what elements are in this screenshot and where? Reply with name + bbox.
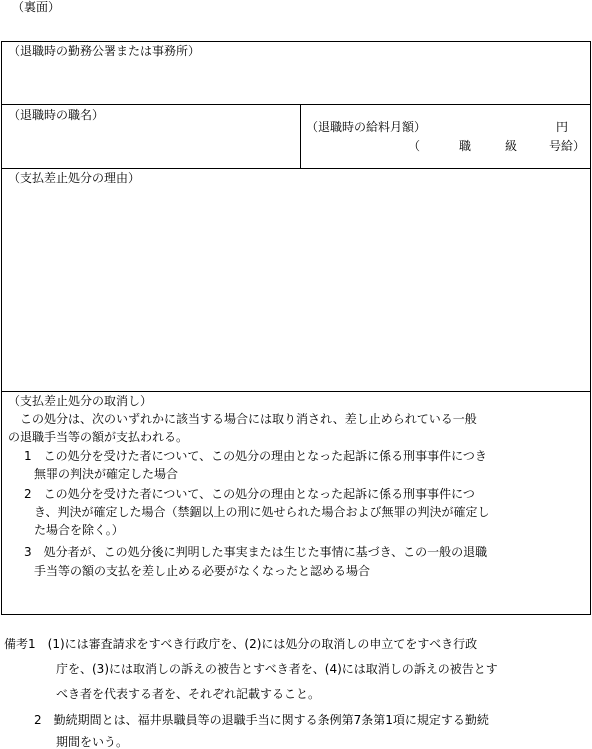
cancel-title: （支払差止処分の取消し） (8, 394, 153, 408)
yen-unit: 円 (556, 120, 569, 134)
cancel-intro-line1: この処分は、次のいずれかに該当する場合には取り消され、差し止められている一般 (20, 412, 477, 426)
cancel-item1-line1: 1 この処分を受けた者について、この処分の理由となった起訴に係る刑事事件につき (24, 449, 487, 463)
cancel-intro-line2: の退職手当等の額が支払われる。 (8, 430, 189, 444)
office-label: （退職時の勤務公署または事務所） (8, 44, 201, 58)
row-divider (1, 391, 591, 392)
reason-label: （支払差止処分の理由） (8, 171, 141, 185)
cancel-item2-line2: き、判決が確定した場合（禁錮以上の刑に処せられた場合および無罪の判決が確定し (34, 505, 490, 519)
cell-divider (300, 104, 301, 168)
position-label: （退職時の職名） (8, 108, 105, 122)
grade-kyu-unit: 級 (505, 139, 518, 153)
cancel-item2-line1: 2 この処分を受けた者について、この処分の理由となった起訴に係る刑事事件につ (24, 487, 475, 501)
page-side-label: （裏面） (12, 0, 61, 14)
cancel-item3-line2: 手当等の額の支払を差し止める必要がなくなったと認める場合 (34, 564, 371, 578)
row-divider (1, 104, 591, 105)
note1-line2: 庁を、(3)には取消しの訴えの被告とすべき者を、(4)には取消しの訴えの被告とす (56, 662, 498, 676)
grade-open-paren: （ (408, 139, 421, 153)
note1-line3: べき者を代表する者を、それぞれ記載すること。 (56, 687, 321, 701)
note1-line1: 備考1 (1)には審査請求をすべき行政庁を、(2)には処分の取消しの申立てをすべき行政 (4, 637, 478, 651)
cancel-item2-line3: た場合を除く。） (34, 523, 124, 537)
row-divider (1, 168, 591, 169)
cancel-item3-line1: 3 処分者が、この処分後に判明した事実または生じた事情に基づき、この一般の退職 (24, 545, 488, 559)
note2-line1: 2 勤続期間とは、福井県職員等の退職手当に関する条例第7条第1項に規定する勤続 (34, 713, 489, 727)
grade-gokyu-unit: 号給） (549, 139, 586, 153)
note2-line2: 期間をいう。 (56, 735, 129, 749)
cancel-item1-line2: 無罪の判決が確定した場合 (34, 467, 179, 481)
grade-shoku-unit: 職 (459, 139, 472, 153)
salary-label: （退職時の給料月額） (306, 120, 427, 134)
